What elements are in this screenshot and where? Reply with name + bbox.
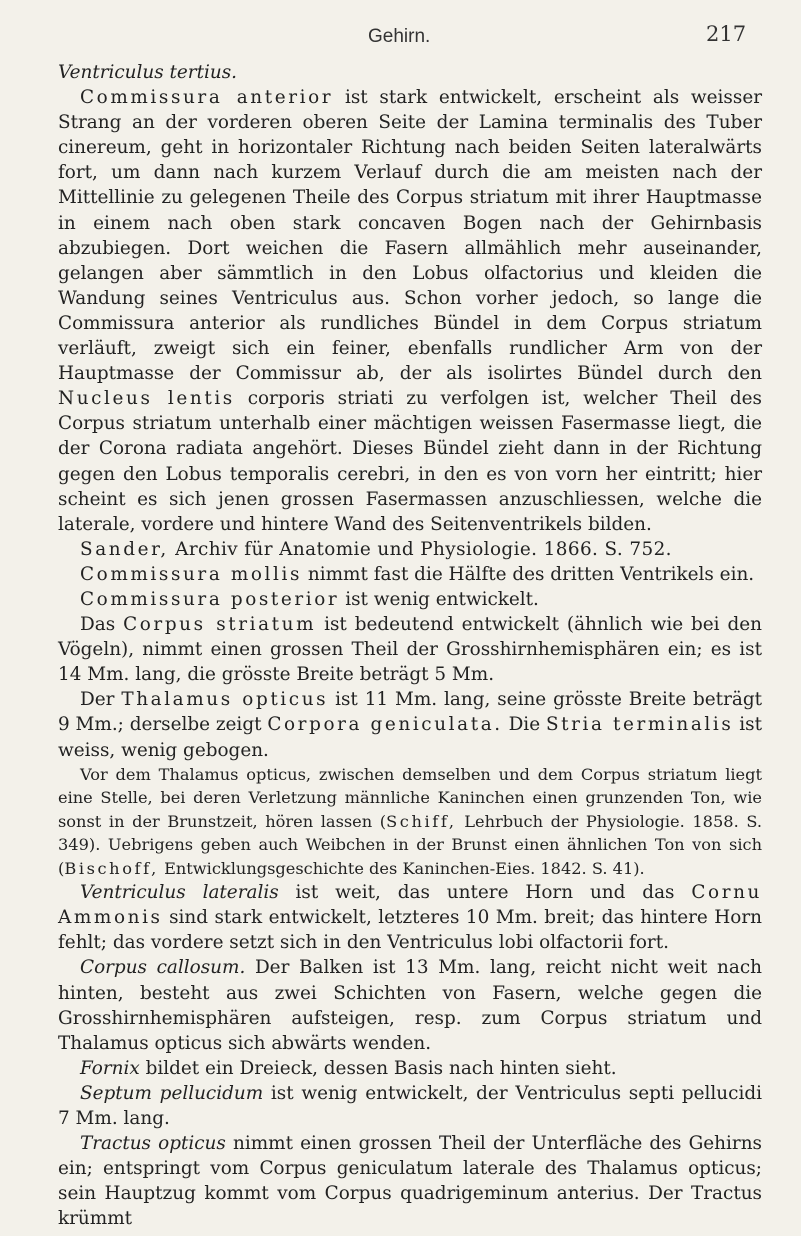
heading-fornix: Fornix	[80, 1057, 140, 1079]
heading-ventriculus-lateralis: Ventriculus lateralis	[80, 882, 279, 904]
citation-author: Sander,	[80, 538, 169, 560]
paragraph-text: ist stark entwickelt, erscheint als weisser Strang an der vorderen oberen Seite der Lamina terminalis des Tuber cinereum, geht in horizontaler Richtung nach beiden Seiten lateralwärts fort, um dann nach kurzem Verlauf durch die am meisten nach der Mittellinie zu gelegenen Theile des Corpus striatum mit ihrer Hauptmasse in einem nach oben stark concaven Bogen nach der Gehirnbasis abzubiegen. Dort weichen die Fasern allmählich mehr auseinander, gelangen aber sämmtlich in den Lobus olfactorius und kleiden die Wandung seines Ventriculus aus. Schon vorher jedoch, so lange die Commissura anterior als rundliches Bündel in dem Corpus striatum verläuft, zweigt sich ein feiner, ebenfalls rundlicher Arm von der Hauptmasse der Commissur ab, der als isolirtes Bündel durch den	[58, 87, 762, 385]
section-heading-ventriculus-tertius: Ventriculus tertius.	[58, 62, 238, 83]
heading-corpus-callosum: Corpus callosum.	[80, 957, 246, 979]
paragraph-text: ist 11 Mm. lang, seine grösste Breite beträgt 9 Mm.; derselbe zeigt	[58, 689, 762, 736]
paragraph-text-continued: corporis striati zu verfolgen ist, welcher Theil des Corpus striatum unterhalb einer mächtigen weissen Fasermasse liegt, die der Corona radiata angehört. Dieses Bündel zieht dann in der Richtung gegen den Lobus temporalis cerebri, in den es von vorn her eintritt; hier scheint es sich jenen grossen Fasermassen anzuschliessen, welche die laterale, vordere und hintere Wand des Seitenventrikels bilden.	[58, 388, 762, 535]
paragraph-text: bildet ein Dreieck, dessen Basis nach hinten sieht.	[145, 1057, 617, 1079]
note-thalamus-sound	[58, 763, 762, 881]
note-author-bischoff: Bischoff,	[64, 858, 159, 878]
term-nucleus-lentis: Nucleus lentis	[58, 388, 235, 410]
paragraph-text: ist weiss, wenig gebogen.	[58, 714, 762, 761]
term-commissura-posterior: Commissura posterior	[80, 588, 340, 610]
paragraph-corpus-striatum	[58, 612, 762, 687]
paragraph-text: Der Balken ist 13 Mm. lang, reicht nicht weit nach hinten, besteht aus zwei Schichten von Fasern, welche gegen die Grosshirnhemisphären aufsteigen, resp. zum Corpus striatum und Thalamus opticus sich abwärts wenden.	[58, 957, 762, 1054]
heading-tractus-opticus: Tractus opticus	[80, 1133, 226, 1155]
paragraph-tractus-opticus	[58, 1131, 762, 1231]
paragraph-text: sind stark entwickelt, letzteres 10 Mm. breit; das hintere Horn fehlt; das vordere setzt sich in den Ventriculus lobi olfactorii fort.	[58, 907, 762, 954]
paragraph-septum-pellucidum	[58, 1081, 762, 1131]
note-author-schiff: Schiff,	[386, 811, 457, 831]
running-head: Gehirn.	[368, 26, 431, 47]
paragraph-commissura-anterior	[58, 60, 762, 537]
paragraph-text: ist bedeutend entwickelt (ähnlich wie bei den Vögeln), nimmt einen grossen Theil der Grosshirnhemisphären ein; es ist 14 Mm. lang, die grösste Breite beträgt 5 Mm.	[58, 614, 762, 686]
page-body	[58, 60, 762, 1231]
paragraph-commissura-mollis	[58, 562, 762, 587]
paragraph-fornix	[58, 1056, 762, 1081]
page-number: 217	[706, 22, 747, 46]
term-corpus-striatum: Corpus striatum	[123, 614, 317, 636]
paragraph-text: nimmt fast die Hälfte des dritten Ventrikels ein.	[307, 563, 755, 585]
term-stria-terminalis: Stria terminalis	[545, 714, 734, 736]
term-commissura-anterior: Commissura anterior	[80, 87, 334, 109]
term-cornu-ammonis: Cornu Ammonis	[58, 882, 762, 929]
paragraph-text: ist wenig entwickelt.	[345, 588, 539, 610]
paragraph-text: ist wenig entwickelt, der Ventriculus septi pellucidi 7 Mm. lang.	[58, 1082, 762, 1129]
paragraph-thalamus-opticus	[58, 687, 762, 762]
page-header	[0, 22, 801, 56]
paragraph-lead: Das	[80, 614, 116, 636]
note-text: Lehrbuch der Physiologie. 1858. S. 349). Uebrigens geben auch Weibchen in der Brunst einen ähnlichen Ton von sich (	[58, 811, 762, 878]
paragraph-text: Die	[508, 714, 541, 736]
paragraph-text: nimmt einen grossen Theil der Unterfläche des Gehirns ein; entspringt vom Corpus geniculatum laterale des Thalamus opticus; sein Hauptzug kommt vom Corpus quadrigeminum anterius. Der Tractus krümmt	[58, 1133, 762, 1230]
paragraph-corpus-callosum	[58, 955, 762, 1055]
heading-septum-pellucidum: Septum pellucidum	[80, 1082, 264, 1104]
note-text: Entwicklungsgeschichte des Kaninchen-Eies. 1842. S. 41).	[164, 858, 645, 878]
paragraph-commissura-posterior	[58, 587, 762, 612]
term-commissura-mollis: Commissura mollis	[80, 563, 303, 585]
term-thalamus-opticus: Thalamus opticus	[121, 689, 329, 711]
note-text: Vor dem Thalamus opticus, zwischen demselben und dem Corpus striatum liegt eine Stelle, bei deren Verletzung männliche Kaninchen einen grunzenden Ton, wie sonst in der Brunstzeit, hören lassen (	[58, 764, 762, 831]
paragraph-lead: Der	[80, 689, 115, 711]
term-corpora-geniculata: Corpora geniculata.	[267, 714, 503, 736]
paragraph-text: ist weit, das untere Horn und das	[295, 882, 675, 904]
paragraph-ventriculus-lateralis	[58, 880, 762, 955]
citation-text: Archiv für Anatomie und Physiologie. 1866. S. 752.	[175, 538, 672, 560]
citation-sander	[58, 537, 762, 562]
